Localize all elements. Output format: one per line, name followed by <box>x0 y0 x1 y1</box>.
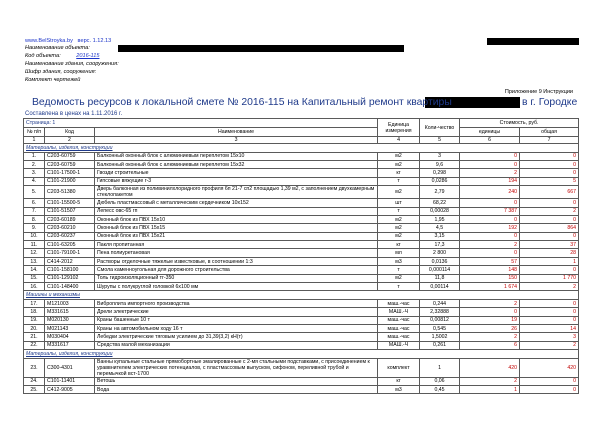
row-name: Балконный оконный блок с алюминиевым переплетом 15х10 <box>95 152 378 160</box>
row-total: 0 <box>520 215 579 223</box>
redacted-corner <box>487 38 579 45</box>
row-name: Толь гидроизоляционный тг-350 <box>95 274 378 282</box>
row-number: 9. <box>24 224 45 232</box>
row-qty: 4,5 <box>420 224 460 232</box>
row-qty: 2 800 <box>420 249 460 257</box>
row-price: 2 <box>460 377 520 385</box>
row-unit: т <box>378 177 420 185</box>
row-name: Средства малой механизации <box>95 341 378 349</box>
row-qty: 0,261 <box>420 341 460 349</box>
row-price: 26 <box>460 325 520 333</box>
row-name: Растворы отделочные тяжелые известковые, в соотношении 1:3 <box>95 257 378 265</box>
row-qty: 0,000114 <box>420 266 460 274</box>
header-object-code: Код объекта: 2016-115 <box>25 53 100 59</box>
row-name: Оконный блок из ПВХ 15х10 <box>95 215 378 223</box>
row-qty: 0,45 <box>420 385 460 393</box>
row-total: 0 <box>520 232 579 240</box>
col-name: Наименование <box>95 128 378 137</box>
row-total: 5 <box>520 177 579 185</box>
row-total: 0 <box>520 385 579 393</box>
row-qty: 0,0136 <box>420 257 460 265</box>
row-unit: т <box>378 283 420 291</box>
row-unit: шт <box>378 199 420 207</box>
table-row <box>24 207 579 215</box>
row-total: 864 <box>520 224 579 232</box>
row-total: 420 <box>520 358 579 377</box>
row-total: 2 <box>520 207 579 215</box>
row-price: 0 <box>460 215 520 223</box>
row-price: 0 <box>460 308 520 316</box>
row-total: 1 770 <box>520 274 579 282</box>
row-total: 0 <box>520 152 579 160</box>
row-price: 57 <box>460 257 520 265</box>
row-name: Балконный оконный блок с алюминиевым переплетом 15х32 <box>95 160 378 168</box>
row-total: 0 <box>520 169 579 177</box>
row-total: 0 <box>520 160 579 168</box>
row-name: Ветошь <box>95 377 378 385</box>
row-price: 0 <box>460 152 520 160</box>
row-unit: м2 <box>378 160 420 168</box>
row-unit: МАШ.-Ч <box>378 308 420 316</box>
title-part-1: Ведомость ресурсов к локальной смете № 2016-115 на Капитальный ремонт квартиры <box>32 97 452 108</box>
row-unit: м2 <box>378 152 420 160</box>
row-code: С203-60210 <box>45 224 95 232</box>
row-total: 2 <box>520 341 579 349</box>
row-code: С101-11401 <box>45 377 95 385</box>
row-number: 5. <box>24 186 45 199</box>
row-number: 8. <box>24 215 45 223</box>
row-name: Пена полиуретановая <box>95 249 378 257</box>
row-number: 7. <box>24 207 45 215</box>
version-label: верс. 1.12.13 <box>77 38 112 44</box>
row-number: 1. <box>24 152 45 160</box>
row-price: 6 <box>460 341 520 349</box>
col-qty: Коли-чество <box>420 119 460 137</box>
table-row <box>24 186 579 199</box>
row-code: М331615 <box>45 308 95 316</box>
row-number: 15. <box>24 274 45 282</box>
section-title: Машины и механизмы <box>24 291 579 299</box>
row-number: 25. <box>24 385 45 393</box>
row-qty: 2,79 <box>420 186 460 199</box>
row-name: Вода <box>95 385 378 393</box>
row-name: Оконный блок из ПВХ 15х15 <box>95 224 378 232</box>
row-code: С203-60759 <box>45 160 95 168</box>
row-qty: 1 <box>420 358 460 377</box>
row-code: М121003 <box>45 299 95 307</box>
row-number: 12. <box>24 249 45 257</box>
row-total: 0 <box>520 377 579 385</box>
row-unit: м2 <box>378 232 420 240</box>
row-qty: 3,15 <box>420 232 460 240</box>
table-row <box>24 257 579 265</box>
table-row <box>24 152 579 160</box>
table-row <box>24 177 579 185</box>
table-row <box>24 169 579 177</box>
row-unit: маш.-час <box>378 333 420 341</box>
table-row <box>24 341 579 349</box>
row-total: 1 <box>520 257 579 265</box>
row-qty: 2,32888 <box>420 308 460 316</box>
row-total: 3 <box>520 333 579 341</box>
row-unit: МАШ.-Ч <box>378 341 420 349</box>
col-unit-cost: единицы <box>460 128 520 137</box>
table-row <box>24 299 579 307</box>
table-row <box>24 215 579 223</box>
row-qty: 0,00114 <box>420 283 460 291</box>
row-code: С203-51380 <box>45 186 95 199</box>
row-number: 6. <box>24 199 45 207</box>
table-row <box>24 274 579 282</box>
row-code: С101-129102 <box>45 274 95 282</box>
table-row <box>24 199 579 207</box>
row-number: 16. <box>24 283 45 291</box>
row-total: 14 <box>520 325 579 333</box>
row-unit: кг <box>378 377 420 385</box>
row-price: 0 <box>460 232 520 240</box>
row-qty: 17,3 <box>420 241 460 249</box>
table-row <box>24 358 579 377</box>
row-qty: 0,06 <box>420 377 460 385</box>
row-unit: маш.-час <box>378 325 420 333</box>
row-qty: 1,5002 <box>420 333 460 341</box>
header-drawings: Комплект чертежей <box>25 77 81 83</box>
site-link[interactable]: www.BelStroyka.by <box>25 38 73 44</box>
row-unit: т <box>378 266 420 274</box>
row-number: 10. <box>24 232 45 240</box>
table-row <box>24 308 579 316</box>
row-name: Пакля пропитанная <box>95 241 378 249</box>
row-price: 0 <box>460 160 520 168</box>
appendix-note: Приложение 9 Инструкции <box>504 89 573 95</box>
row-qty: 0,298 <box>420 169 460 177</box>
row-total: 667 <box>520 186 579 199</box>
section-title: Материалы, изделия, конструкции <box>24 350 579 358</box>
row-qty: 0,00028 <box>420 207 460 215</box>
row-price: 420 <box>460 358 520 377</box>
row-total: 0 <box>520 299 579 307</box>
row-name: Дюбель пластмассовый с металлическим сердечником 10х152 <box>95 199 378 207</box>
table-row <box>24 377 579 385</box>
table-row <box>24 241 579 249</box>
row-price: 148 <box>460 266 520 274</box>
page-label: Страница: 1 <box>24 119 378 128</box>
row-code: М030404 <box>45 333 95 341</box>
section-header <box>24 291 579 299</box>
row-qty: 11,8 <box>420 274 460 282</box>
table-row <box>24 266 579 274</box>
row-price: 19 <box>460 316 520 324</box>
row-total: 2 <box>520 283 579 291</box>
row-unit: мл <box>378 249 420 257</box>
row-unit: м2 <box>378 224 420 232</box>
row-total: 0 <box>520 199 579 207</box>
row-total: 0 <box>520 308 579 316</box>
resources-table <box>23 118 578 418</box>
row-number: 19. <box>24 316 45 324</box>
row-number: 2. <box>24 160 45 168</box>
row-code: С101-63205 <box>45 241 95 249</box>
row-qty: 9,6 <box>420 160 460 168</box>
row-code: С101-15500-5 <box>45 199 95 207</box>
table-row <box>24 224 579 232</box>
row-unit: т <box>378 207 420 215</box>
row-number: 22. <box>24 341 45 349</box>
row-unit: кг <box>378 241 420 249</box>
object-code-value: 2016-115 <box>76 53 100 59</box>
row-name: Дрели электрические <box>95 308 378 316</box>
row-price: 150 <box>460 274 520 282</box>
row-code: С414-2012 <box>45 257 95 265</box>
row-number: 18. <box>24 308 45 316</box>
row-number: 21. <box>24 333 45 341</box>
header-building-name: Наименование здания, сооружения: <box>25 61 119 67</box>
row-number: 23. <box>24 358 45 377</box>
row-total: 0 <box>520 266 579 274</box>
row-unit: м3 <box>378 257 420 265</box>
row-unit: маш.-час <box>378 299 420 307</box>
row-name: Краны башенные 10 т <box>95 316 378 324</box>
row-total: 37 <box>520 241 579 249</box>
row-price: 240 <box>460 186 520 199</box>
row-name: Шурупы с полукруглой головкой 6х100 мм <box>95 283 378 291</box>
header-object-name: Наименование объекта: <box>25 45 90 51</box>
row-unit: м2 <box>378 274 420 282</box>
row-number: 3. <box>24 169 45 177</box>
row-price: 2 <box>460 299 520 307</box>
row-price: 1 674 <box>460 283 520 291</box>
row-price: 1 <box>460 385 520 393</box>
row-unit: комплект <box>378 358 420 377</box>
table-row <box>24 249 579 257</box>
col-cost: Стоимость, руб. <box>460 119 579 128</box>
row-name: Виброплита импортного производства <box>95 299 378 307</box>
row-price: 2 <box>460 241 520 249</box>
row-price: 192 <box>460 224 520 232</box>
row-unit: кг <box>378 169 420 177</box>
row-name: Лебедки электрические тяговым усилием до 31,39(3,2) кН(т) <box>95 333 378 341</box>
prices-date: Составлена в ценах на 1.11.2016 г. <box>25 111 123 117</box>
row-price: 7 387 <box>460 207 520 215</box>
row-qty: 1,95 <box>420 215 460 223</box>
table-row <box>24 316 579 324</box>
row-total: 28 <box>520 249 579 257</box>
section-title: Материалы, изделия, конструкции <box>24 144 579 152</box>
row-code: С101-17500-1 <box>45 169 95 177</box>
section-header <box>24 350 579 358</box>
row-total: 0 <box>520 316 579 324</box>
row-code: М021143 <box>45 325 95 333</box>
row-code: С203-60189 <box>45 215 95 223</box>
row-name: Дверь балконная из поливинилхлоридного профиля 6п 21-7 сп2 площадью 1,39 м2, с заполнением двухкамерным стеклопакетом <box>95 186 378 199</box>
row-qty: 3 <box>420 152 460 160</box>
row-unit: м3 <box>378 385 420 393</box>
document-title <box>25 97 585 111</box>
col-unit: Единица измерения <box>378 119 420 137</box>
col-num: № п/п <box>24 128 45 137</box>
row-unit: маш.-час <box>378 316 420 324</box>
table-row <box>24 325 579 333</box>
row-unit: м2 <box>378 215 420 223</box>
row-qty: 0,0286 <box>420 177 460 185</box>
column-numbers-row: 1 2 3 4 5 6 7 <box>24 137 579 144</box>
row-qty: 0,545 <box>420 325 460 333</box>
table-row <box>24 160 579 168</box>
section-header <box>24 144 579 152</box>
row-code: С412-9005 <box>45 385 95 393</box>
row-number: 11. <box>24 241 45 249</box>
row-qty: 68,22 <box>420 199 460 207</box>
row-name: Краны на автомобильном ходу 16 т <box>95 325 378 333</box>
header-site <box>25 38 111 45</box>
row-name: Гвозди строительные <box>95 169 378 177</box>
row-name: Оконный блок из ПВХ 15х21 <box>95 232 378 240</box>
table-row <box>24 333 579 341</box>
row-price: 2 <box>460 169 520 177</box>
row-code: С101-21900 <box>45 177 95 185</box>
row-price: 0 <box>460 199 520 207</box>
row-code: С300-4301 <box>45 358 95 377</box>
row-qty: 0,00812 <box>420 316 460 324</box>
col-total: общая <box>520 128 579 137</box>
redacted-object-name <box>118 45 404 52</box>
row-price: 0 <box>460 249 520 257</box>
row-number: 17. <box>24 299 45 307</box>
row-number: 20. <box>24 325 45 333</box>
row-price: 2 <box>460 333 520 341</box>
row-name: Гипсовые вяжущие г-3 <box>95 177 378 185</box>
title-part-2: в г. Городке <box>522 97 578 108</box>
row-number: 24. <box>24 377 45 385</box>
row-unit: м2 <box>378 186 420 199</box>
row-code: С203-60759 <box>45 152 95 160</box>
row-name: Лепесс овс-65 гп <box>95 207 378 215</box>
row-code: С101-158100 <box>45 266 95 274</box>
row-code: М020130 <box>45 316 95 324</box>
row-code: С101-51507 <box>45 207 95 215</box>
row-code: С101-148400 <box>45 283 95 291</box>
table-row <box>24 283 579 291</box>
table-row <box>24 385 579 393</box>
row-name: Ванны купальные стальные прямобортные эмалированные с 2-мя стальными подставками, с присоединением к ураввнителем электрических потенциалов, с пластмассовым выпуском, сифоном, переливной трубой и перемычкой вст-1700 <box>95 358 378 377</box>
row-number: 4. <box>24 177 45 185</box>
col-code: Код <box>45 128 95 137</box>
row-code: М331617 <box>45 341 95 349</box>
row-name: Смола каменноугольная для дорожного строительства <box>95 266 378 274</box>
row-number: 13. <box>24 257 45 265</box>
row-number: 14. <box>24 266 45 274</box>
table-row <box>24 232 579 240</box>
row-code: С101-79100-1 <box>45 249 95 257</box>
row-code: С203-60237 <box>45 232 95 240</box>
header-building-code: Шифр здания, сооружения: <box>25 69 97 75</box>
row-price: 194 <box>460 177 520 185</box>
row-qty: 0,244 <box>420 299 460 307</box>
